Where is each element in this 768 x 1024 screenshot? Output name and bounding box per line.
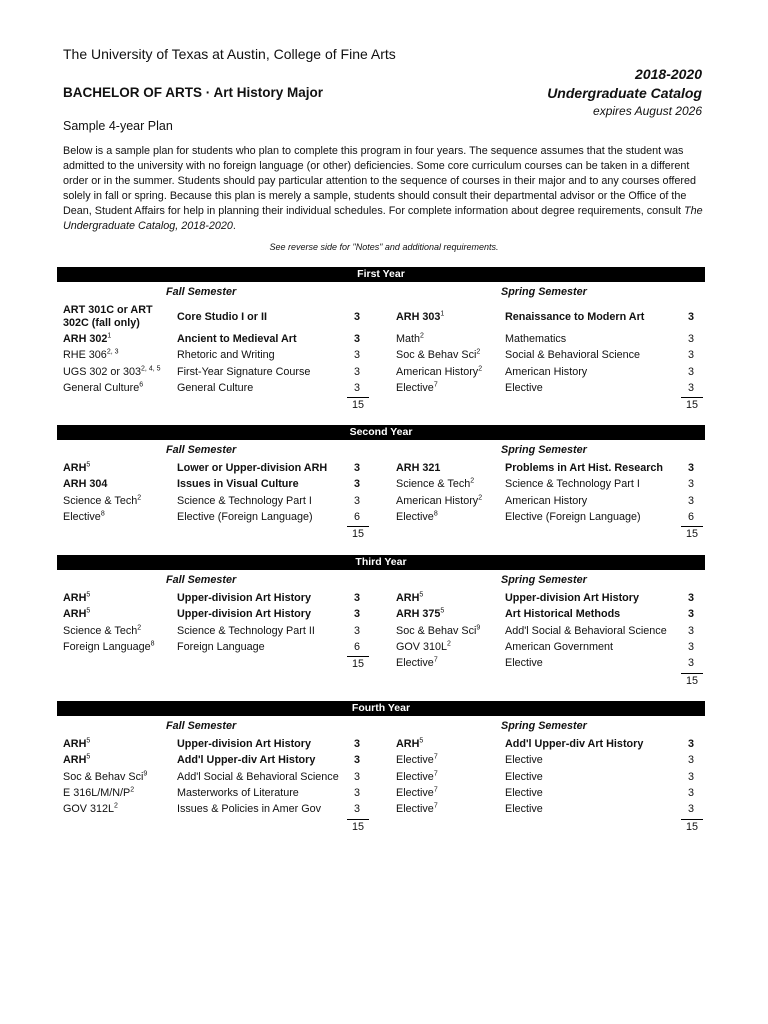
fall-total-hours: 15 — [351, 528, 364, 541]
spring-course-code — [396, 592, 423, 605]
spring-course-title: Elective — [505, 803, 543, 816]
spring-course-hours: 3 — [687, 803, 694, 816]
fall-total-rule — [347, 819, 369, 820]
fall-course-title: Upper-division Art History — [177, 738, 311, 750]
footnote-ref: 8 — [100, 510, 105, 518]
spring-course-title: Art Historical Methods — [505, 608, 621, 621]
fall-semester-heading: Fall Semester — [166, 574, 237, 586]
fall-course-hours: 3 — [353, 608, 360, 621]
fall-course-title: General Culture — [177, 381, 254, 394]
spring-course-title: Add'l Upper-div Art History — [505, 738, 644, 750]
footnote-ref: 8 — [433, 510, 438, 518]
footnote-ref: 2 — [420, 332, 424, 340]
fall-course-code — [63, 592, 90, 605]
course-code-text: ART 301C or ART 302C (fall only) — [63, 304, 153, 329]
spring-course-code — [396, 738, 423, 751]
course-code-text: GOV 312L — [63, 803, 115, 816]
course-code-text: Elective — [396, 786, 434, 799]
footnote-ref: 7 — [433, 786, 438, 794]
fall-course-code — [63, 738, 90, 751]
course-code-text: ARH — [396, 738, 420, 750]
fall-course-code — [63, 478, 107, 491]
spring-course-title: Elective — [505, 657, 543, 670]
fall-course-code — [63, 641, 155, 654]
spring-course-title: American History — [505, 365, 588, 378]
intro-end: . — [232, 220, 236, 232]
spring-course-title: Elective — [505, 770, 543, 783]
year-header-bar: Third Year — [57, 555, 705, 570]
footnote-ref: 7 — [433, 753, 438, 761]
spring-course-hours: 3 — [687, 333, 694, 345]
degree-title: BACHELOR OF ARTS · Art History Major — [63, 85, 324, 100]
spring-course-code — [396, 333, 424, 346]
fall-course-title: Science & Technology Part I — [177, 494, 312, 507]
course-code-text: Soc & Behav Sci — [396, 624, 477, 637]
fall-total-hours: 15 — [351, 820, 364, 833]
fall-course-hours: 3 — [353, 738, 360, 750]
fall-course-title: First-Year Signature Course — [177, 365, 311, 378]
spring-course-code — [396, 787, 438, 800]
fall-course-title: Rhetoric and Writing — [177, 349, 275, 362]
spring-course-title: Upper-division Art History — [505, 592, 639, 604]
spring-course-hours: 3 — [687, 462, 694, 474]
footnote-ref: 5 — [86, 591, 91, 599]
fall-course-hours: 3 — [353, 754, 360, 767]
course-code-text: ARH — [63, 462, 87, 474]
fall-course-title: Issues in Visual Culture — [177, 478, 299, 491]
spring-semester-heading: Spring Semester — [501, 720, 587, 732]
fall-course-title: Elective (Foreign Language) — [177, 510, 313, 523]
fall-course-title: Core Studio I or II — [177, 311, 267, 323]
spring-course-code — [396, 608, 444, 621]
spring-course-hours: 3 — [687, 494, 694, 507]
course-code-text: ARH — [63, 738, 87, 750]
footnote-ref: 2 — [114, 802, 118, 810]
footnote-ref: 5 — [86, 737, 91, 745]
spring-course-title: Elective (Foreign Language) — [505, 510, 641, 523]
spring-course-hours: 3 — [687, 478, 694, 491]
course-code-text: ARH — [63, 754, 87, 767]
spring-course-code — [396, 382, 438, 395]
fall-total-rule — [347, 397, 369, 398]
course-code-text: Science & Tech — [63, 624, 138, 637]
catalog-name: Undergraduate Catalog — [547, 85, 702, 101]
university-name: The University of Texas at Austin, College of Fine Arts — [63, 46, 396, 62]
course-code-text: Elective — [63, 510, 101, 523]
spring-course-hours: 3 — [687, 311, 694, 323]
footnote-ref: 2 — [476, 348, 481, 356]
fall-course-hours: 3 — [353, 349, 360, 362]
fall-course-hours: 3 — [353, 462, 360, 474]
spring-total-hours: 15 — [685, 528, 698, 541]
intro-paragraph — [63, 144, 711, 234]
fall-course-title: Science & Technology Part II — [177, 624, 315, 637]
footnote-ref: 7 — [433, 381, 438, 389]
course-code-text: Elective — [396, 803, 434, 816]
spring-course-hours: 3 — [687, 770, 694, 783]
fall-course-code — [63, 511, 105, 524]
footnote-ref: 1 — [440, 310, 445, 318]
spring-course-title: Social & Behavioral Science — [505, 349, 641, 362]
footnote-ref: 5 — [419, 591, 424, 599]
spring-course-code — [396, 462, 440, 475]
fall-course-hours: 3 — [353, 494, 360, 507]
spring-course-title: American Government — [505, 640, 614, 653]
spring-course-code — [396, 478, 474, 491]
course-code-text: ARH 304 — [63, 478, 108, 491]
course-code-text: ARH 375 — [396, 608, 441, 621]
course-code-text: Science & Tech — [396, 478, 471, 491]
course-code-text: Math — [396, 333, 421, 345]
intro-catalog-title: The Undergraduate Catalog, 2018-2020 — [63, 205, 703, 232]
spring-course-hours: 3 — [687, 754, 694, 767]
fall-total-rule — [347, 656, 369, 657]
reverse-side-note: See reverse side for "Notes" and additional requirements. — [269, 242, 499, 252]
fall-course-code — [63, 625, 141, 638]
course-code-text: Elective — [396, 754, 434, 767]
fall-course-hours: 3 — [353, 592, 360, 604]
course-code-text: American History — [396, 494, 479, 507]
fall-course-code — [63, 333, 111, 346]
spring-semester-heading: Spring Semester — [501, 574, 587, 586]
course-code-text: Elective — [396, 770, 434, 783]
course-code-text: Soc & Behav Sci — [63, 770, 144, 783]
spring-semester-heading: Spring Semester — [501, 444, 587, 456]
footnote-ref: 2 — [478, 494, 483, 501]
course-code-text: ARH — [63, 592, 87, 604]
footnote-ref: 9 — [476, 624, 481, 631]
course-code-text: Foreign Language — [63, 640, 151, 653]
fall-course-title: Add'l Upper-div Art History — [177, 754, 316, 767]
spring-semester-heading: Spring Semester — [501, 286, 587, 298]
fall-course-code — [63, 462, 90, 475]
spring-total-rule — [681, 819, 703, 820]
spring-total-rule — [681, 673, 703, 674]
spring-total-rule — [681, 526, 703, 527]
footnote-ref: 2 — [130, 786, 135, 794]
course-code-text: Science & Tech — [63, 494, 138, 507]
footnote-ref: 7 — [433, 656, 438, 664]
fall-course-code — [63, 304, 168, 330]
fall-course-title: Upper-division Art History — [177, 608, 311, 621]
year-header-bar: First Year — [57, 267, 705, 282]
plan-subtitle: Sample 4-year Plan — [63, 119, 173, 133]
spring-course-hours: 3 — [687, 365, 694, 378]
fall-course-hours: 3 — [353, 365, 360, 378]
footnote-ref: 2 — [137, 494, 142, 501]
footnote-ref: 5 — [419, 737, 424, 745]
course-code-text: UGS 302 or 303 — [63, 365, 142, 378]
spring-course-code — [396, 641, 451, 654]
footnote-ref: 2, 3 — [106, 348, 119, 356]
fall-semester-heading: Fall Semester — [166, 286, 237, 298]
footnote-ref: 7 — [433, 770, 438, 777]
course-code-text: ARH 321 — [396, 462, 441, 474]
fall-course-title: Upper-division Art History — [177, 592, 311, 604]
course-code-text: ARH 303 — [396, 311, 441, 323]
spring-course-code — [396, 625, 480, 638]
spring-course-hours: 3 — [687, 738, 694, 750]
course-code-text: General Culture — [63, 381, 140, 394]
footnote-ref: 5 — [86, 753, 91, 761]
course-code-text: Elective — [396, 510, 434, 523]
spring-course-hours: 3 — [687, 608, 694, 621]
footnote-ref: 8 — [150, 640, 155, 648]
fall-course-title: Foreign Language — [177, 640, 265, 653]
fall-course-hours: 6 — [353, 510, 360, 523]
fall-course-code — [63, 349, 119, 362]
spring-course-title: Elective — [505, 754, 543, 767]
fall-course-title: Ancient to Medieval Art — [177, 333, 297, 345]
fall-course-hours: 3 — [353, 786, 360, 799]
course-code-text: Elective — [396, 381, 434, 394]
catalog-years: 2018-2020 — [635, 66, 702, 82]
course-code-text: Elective — [396, 657, 434, 670]
spring-total-hours: 15 — [685, 820, 698, 833]
fall-semester-heading: Fall Semester — [166, 720, 237, 732]
spring-course-code — [396, 311, 444, 324]
footnote-ref: 2 — [478, 365, 483, 372]
footnote-ref: 1 — [107, 332, 112, 340]
fall-total-hours: 15 — [351, 399, 364, 412]
spring-course-title: Mathematics — [505, 333, 567, 345]
course-code-text: ARH — [396, 592, 420, 604]
fall-course-title: Add'l Social & Behavioral Science — [177, 770, 339, 783]
course-code-text: GOV 310L — [396, 640, 448, 653]
footnote-ref: 6 — [139, 381, 144, 389]
footnote-ref: 7 — [433, 802, 438, 810]
spring-course-hours: 3 — [687, 592, 694, 604]
fall-total-hours: 15 — [351, 658, 364, 671]
year-header-bar: Second Year — [57, 425, 705, 440]
fall-course-hours: 3 — [353, 381, 360, 394]
fall-course-title: Lower or Upper-division ARH — [177, 462, 328, 474]
spring-course-title: Elective — [505, 381, 543, 394]
spring-course-hours: 3 — [687, 640, 694, 653]
footnote-ref: 5 — [440, 607, 445, 615]
fall-semester-heading: Fall Semester — [166, 444, 237, 456]
spring-course-hours: 6 — [687, 510, 694, 523]
fall-course-hours: 6 — [353, 640, 360, 653]
spring-course-code — [396, 366, 482, 379]
spring-course-title: Elective — [505, 786, 543, 799]
spring-course-hours: 3 — [687, 786, 694, 799]
spring-course-hours: 3 — [687, 349, 694, 362]
fall-course-title: Issues & Policies in Amer Gov — [177, 803, 322, 816]
spring-course-hours: 3 — [687, 381, 694, 394]
spring-course-code — [396, 495, 482, 508]
fall-course-code — [63, 771, 147, 784]
spring-course-hours: 3 — [687, 657, 694, 670]
footnote-ref: 5 — [86, 607, 91, 615]
fall-course-hours: 3 — [353, 770, 360, 783]
spring-total-hours: 15 — [685, 399, 698, 412]
footnote-ref: 9 — [143, 770, 148, 777]
spring-course-title: American History — [505, 494, 588, 507]
fall-course-hours: 3 — [353, 311, 360, 323]
fall-course-hours: 3 — [353, 333, 360, 345]
fall-course-code — [63, 787, 134, 800]
spring-course-code — [396, 657, 438, 670]
fall-course-hours: 3 — [353, 803, 360, 816]
spring-course-code — [396, 511, 438, 524]
fall-course-code — [63, 754, 90, 767]
intro-text: Below is a sample plan for students who plan to complete this program in four years. The sequence assumes that the student was admitted to the university with no foreign language (or other) deficiencies. Some core curriculum courses can be taken in a different order or in the summer. Students should pay particular attention to the sequence of courses in their major and to any courses offered solely in fall or spring. Because this plan is merely a sample, students should consult their departmental advisor or the Office of the Dean, Student Affairs for help in planning their individual schedules. For complete information about degree requirements, consult — [63, 145, 696, 217]
course-code-text: American History — [396, 365, 479, 378]
fall-course-code — [63, 495, 141, 508]
year-header-bar: Fourth Year — [57, 701, 705, 716]
course-code-text: E 316L/M/N/P — [63, 786, 131, 799]
spring-course-code — [396, 771, 438, 784]
catalog-expiration: expires August 2026 — [593, 104, 702, 118]
footnote-ref: 2 — [470, 477, 475, 485]
spring-course-title: Science & Technology Part I — [505, 478, 640, 491]
spring-course-hours: 3 — [687, 624, 694, 637]
spring-course-code — [396, 349, 480, 362]
fall-course-code — [63, 803, 118, 816]
fall-course-hours: 3 — [353, 624, 360, 637]
fall-course-hours: 3 — [353, 478, 360, 491]
course-code-text: RHE 306 — [63, 349, 107, 362]
fall-course-code — [63, 382, 143, 395]
footnote-ref: 5 — [86, 461, 91, 469]
course-code-text: ARH 302 — [63, 333, 108, 345]
spring-total-hours: 15 — [685, 674, 698, 687]
fall-course-title: Masterworks of Literature — [177, 786, 299, 799]
course-code-text: Soc & Behav Sci — [396, 349, 477, 362]
fall-total-rule — [347, 526, 369, 527]
footnote-ref: 2 — [447, 640, 451, 648]
course-code-text: ARH — [63, 608, 87, 621]
fall-course-code — [63, 608, 90, 621]
spring-course-title: Renaissance to Modern Art — [505, 311, 645, 323]
spring-course-title: Problems in Art Hist. Research — [505, 462, 664, 474]
spring-course-code — [396, 803, 438, 816]
fall-course-code — [63, 366, 161, 379]
spring-course-code — [396, 754, 438, 767]
spring-total-rule — [681, 397, 703, 398]
spring-course-title: Add'l Social & Behavioral Science — [505, 624, 667, 637]
footnote-ref: 2 — [137, 624, 142, 631]
footnote-ref: 2, 4, 5 — [141, 365, 161, 372]
